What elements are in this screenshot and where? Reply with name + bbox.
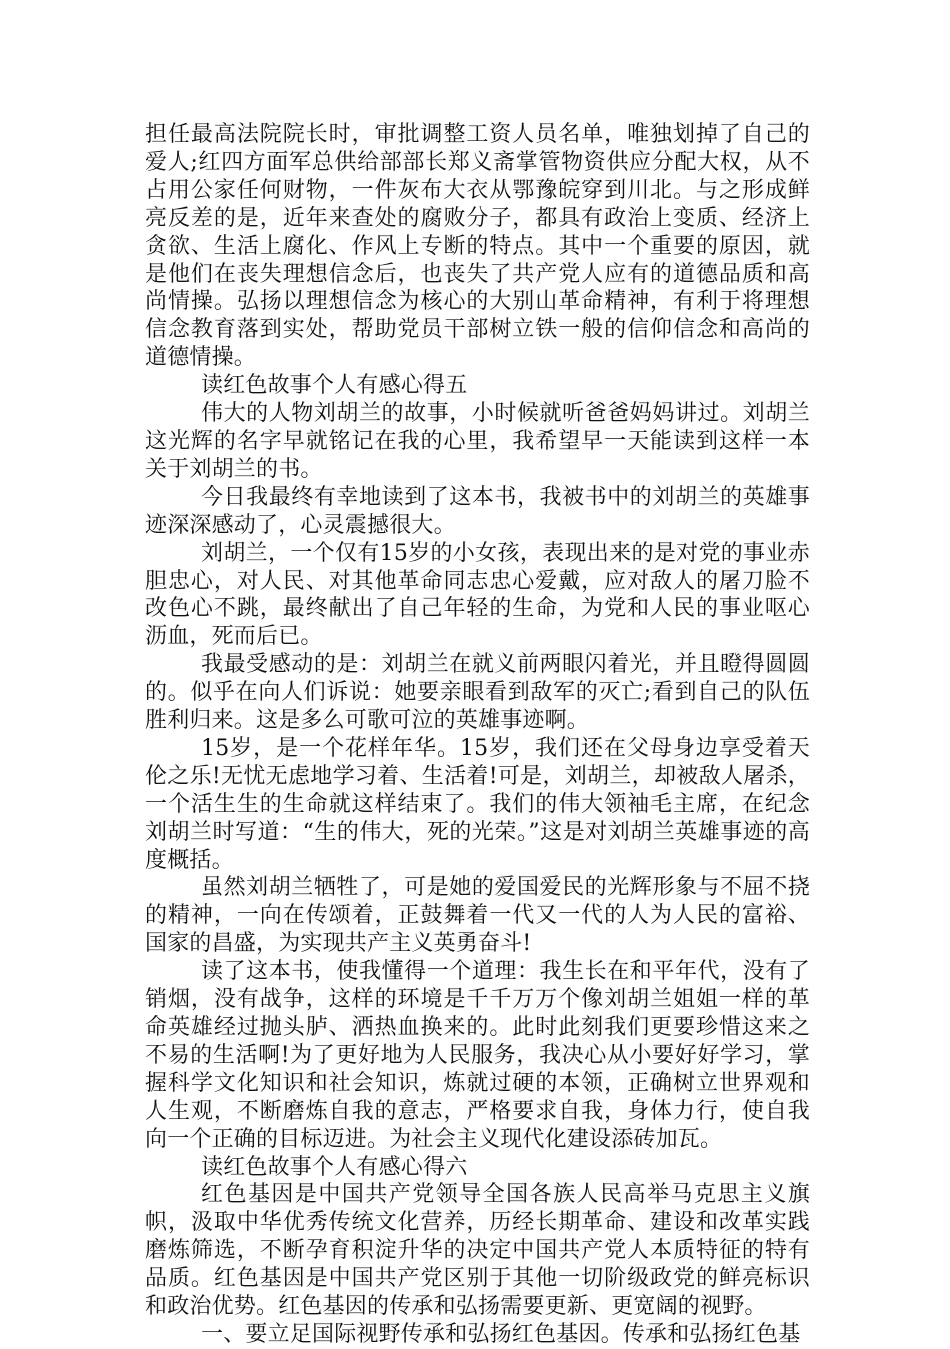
paragraph: 红色基因是中国共产党领导全国各族人民高举马克思主义旗帜，汲取中华优秀传统文化营养，历经长期革命、建设和改革实践磨炼筛选，不断孕育积淀升华的决定中国共产党人本质特征的特有品质。红色基因是中国共产党区别于其他一切阶级政党的鲜亮标识和政治优势。红色基因的传承和弘扬需要更新、更宽阔的视野。	[145, 1182, 810, 1320]
paragraph: 15岁，是一个花样年华。15岁，我们还在父母身边享受着天伦之乐!无忧无虑地学习着、生活着!可是，刘胡兰，却被敌人屠杀，一个活生生的生命就这样结束了。我们的伟大领袖毛主席，在纪念刘胡兰时写道：“生的伟大，死的光荣。”这是对刘胡兰英雄事迹的高度概括。	[145, 735, 810, 873]
paragraph: 刘胡兰，一个仅有15岁的小女孩，表现出来的是对党的事业赤胆忠心，对人民、对其他革命同志忠心爱戴，应对敌人的屠刀脸不改色心不跳，最终献出了自己年轻的生命，为党和人民的事业呕心沥血，死而后已。	[145, 540, 810, 650]
section-heading-six: 读红色故事个人有感心得六	[201, 1154, 468, 1180]
paragraph: 伟大的人物刘胡兰的故事，小时候就听爸爸妈妈讲过。刘胡兰这光辉的名字早就铭记在我的心里，我希望早一天能读到这样一本关于刘胡兰的书。	[145, 401, 810, 482]
document-body	[145, 121, 810, 1349]
section-heading-five: 读红色故事个人有感心得五	[201, 373, 468, 399]
paragraph: 读了这本书，使我懂得一个道理：我生长在和平年代，没有了销烟，没有战争，这样的环境是千千万万个像刘胡兰姐姐一样的革命英雄经过抛头胪、洒热血换来的。此时此刻我们更要珍惜这来之不易的生活啊!为了更好地为人民服务，我决心从小要好好学习，掌握科学文化知识和社会知识，炼就过硬的本领，正确树立世界观和人生观，不断磨炼自我的意志，严格要求自我，身体力行，使自我向一个正确的目标迈进。为社会主义现代化建设添砖加瓦。	[145, 959, 810, 1152]
paragraph: 虽然刘胡兰牺牲了，可是她的爱国爱民的光辉形象与不屈不挠的精神，一向在传颂着，正鼓舞着一代又一代的人为人民的富裕、国家的昌盛，为实现共产主义英勇奋斗!	[145, 875, 810, 957]
paragraph: 今日我最终有幸地读到了这本书，我被书中的刘胡兰的英雄事迹深深感动了，心灵震撼很大。	[145, 484, 810, 538]
paragraph-continuation: 担任最高法院院长时，审批调整工资人员名单，唯独划掉了自己的爱人;红四方面军总供给部部长郑义斋掌管物资供应分配大权，从不占用公家任何财物，一件灰布大衣从鄂豫皖穿到川北。与之形成鲜亮反差的是，近年来查处的腐败分子，都具有政治上变质、经济上贪欲、生活上腐化、作风上专断的特点。其中一个重要的原因，就是他们在丧失理想信念后，也丧失了共产党人应有的道德品质和高尚情操。弘扬以理想信念为核心的大别山革命精神，有利于将理想信念教育落到实处，帮助党员干部树立铁一般的信仰信念和高尚的道德情操。	[145, 122, 810, 371]
paragraph: 我最受感动的是：刘胡兰在就义前两眼闪着光，并且瞪得圆圆的。似乎在向人们诉说：她要亲眼看到敌军的灭亡;看到自己的队伍胜利归来。这是多么可歌可泣的英雄事迹啊。	[145, 652, 810, 734]
paragraph: 一、要立足国际视野传承和弘扬红色基因。传承和弘扬红色基	[201, 1321, 801, 1347]
